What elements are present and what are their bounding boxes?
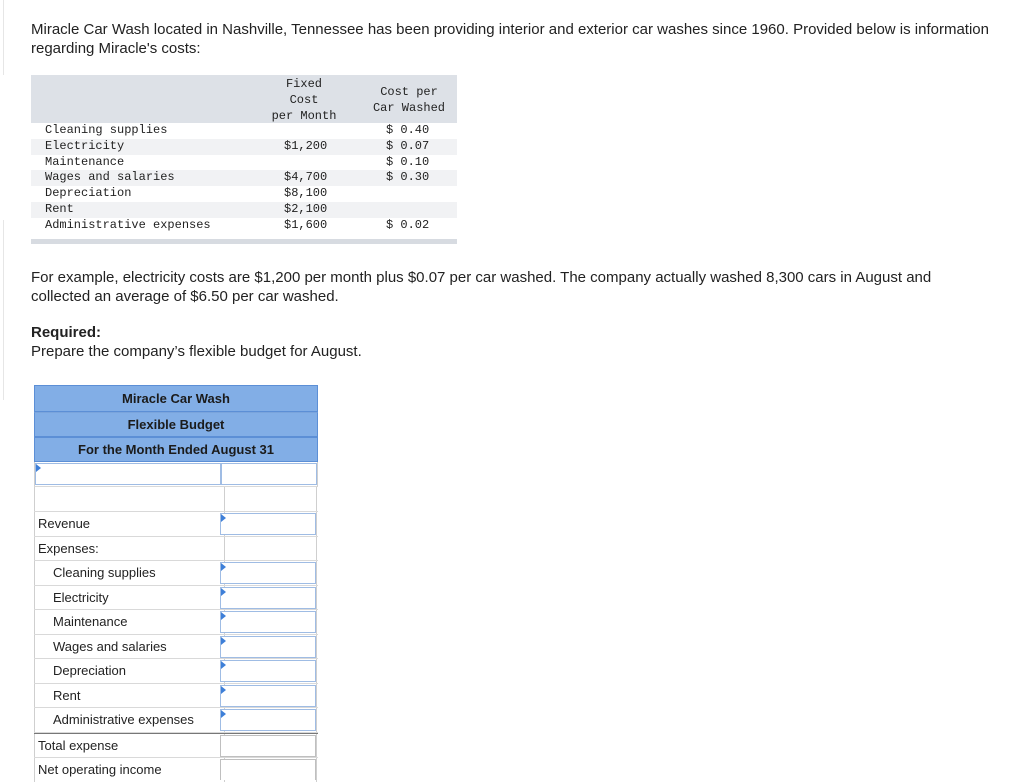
total-expense-label: Total expense: [34, 734, 225, 758]
header-row: [34, 462, 318, 487]
expense-row: [34, 586, 318, 611]
cost-row: Electricity $1,200 $ 0.07: [31, 139, 457, 155]
expense-label: Administrative expenses: [34, 708, 225, 732]
expense-row: [34, 684, 318, 709]
dropdown-marker-icon: [221, 637, 226, 645]
total-expense-input[interactable]: [220, 735, 316, 757]
budget-title-company: Miracle Car Wash: [34, 385, 318, 412]
required-heading: Required:: [31, 324, 102, 341]
header-label-input[interactable]: [35, 463, 221, 485]
revenue-row: [34, 512, 318, 537]
cost-row: Depreciation $8,100: [45, 186, 328, 201]
revenue-input[interactable]: [220, 513, 316, 535]
left-margin-rule: [0, 220, 4, 400]
dropdown-marker-icon: [221, 661, 226, 669]
dropdown-marker-icon: [221, 612, 226, 620]
required-text: Prepare the company’s flexible budget for August.: [31, 343, 362, 360]
dropdown-marker-icon: [36, 464, 41, 472]
expense-input-maintenance[interactable]: [220, 611, 316, 633]
dropdown-marker-icon: [221, 686, 226, 694]
cost-row: Administrative expenses $1,600 $ 0.02: [45, 217, 430, 232]
expenses-row: [34, 537, 318, 562]
cost-row: Maintenance $ 0.10: [45, 154, 430, 169]
expense-label: Wages and salaries: [34, 635, 225, 659]
cost-table-header: [31, 75, 457, 123]
expense-label: Cleaning supplies: [34, 561, 225, 585]
expense-input-depreciation[interactable]: [220, 660, 316, 682]
cost-table-bottom-rule: [31, 234, 457, 244]
expense-row: [34, 708, 318, 733]
expense-label: Electricity: [34, 586, 225, 610]
expense-input-electricity[interactable]: [220, 587, 316, 609]
blank-row: [34, 487, 318, 512]
left-margin-rule: [0, 0, 4, 75]
dropdown-marker-icon: [221, 514, 226, 522]
total-expense-row: [34, 733, 318, 759]
expense-input-rent[interactable]: [220, 685, 316, 707]
dropdown-marker-icon: [221, 588, 226, 596]
budget-title-statement: Flexible Budget: [34, 412, 318, 437]
cost-row: Rent $2,100: [31, 202, 457, 218]
net-operating-income-label: Net operating income: [34, 758, 225, 782]
expense-row: [34, 610, 318, 635]
expense-label: Maintenance: [34, 610, 225, 634]
expense-label: Rent: [34, 684, 225, 708]
dropdown-marker-icon: [221, 563, 226, 571]
expenses-label: Expenses:: [34, 537, 225, 561]
flexible-budget-form: [34, 385, 318, 782]
cost-row: Cleaning supplies $ 0.40: [45, 123, 430, 137]
expense-row: [34, 561, 318, 586]
cost-table: [31, 75, 457, 244]
variable-cost-header: Cost per Car Washed: [372, 85, 445, 115]
example-paragraph: For example, electricity costs are $1,200 per month plus $0.07 per car washed. The company actually washed 8,300 cars in August and collected an average of $6.50 per car washed.: [31, 269, 932, 305]
revenue-label: Revenue: [34, 512, 225, 536]
header-amount-input[interactable]: [221, 463, 317, 485]
fixed-cost-header: Fixed Cost per Month: [271, 77, 337, 123]
expense-label: Depreciation: [34, 659, 225, 683]
expense-input-cleaning-supplies[interactable]: [220, 562, 316, 584]
expense-input-wages[interactable]: [220, 636, 316, 658]
expense-input-administrative[interactable]: [220, 709, 316, 731]
intro-paragraph: Miracle Car Wash located in Nashville, Tennessee has been providing interior and exterior car washes since 1960. Provided below is information regarding Miracle's costs:: [31, 21, 989, 57]
dropdown-marker-icon: [221, 710, 226, 718]
expense-row: [34, 659, 318, 684]
budget-title-period: For the Month Ended August 31: [34, 437, 318, 462]
expense-row: [34, 635, 318, 660]
cost-row: Wages and salaries $4,700 $ 0.30: [31, 170, 457, 186]
